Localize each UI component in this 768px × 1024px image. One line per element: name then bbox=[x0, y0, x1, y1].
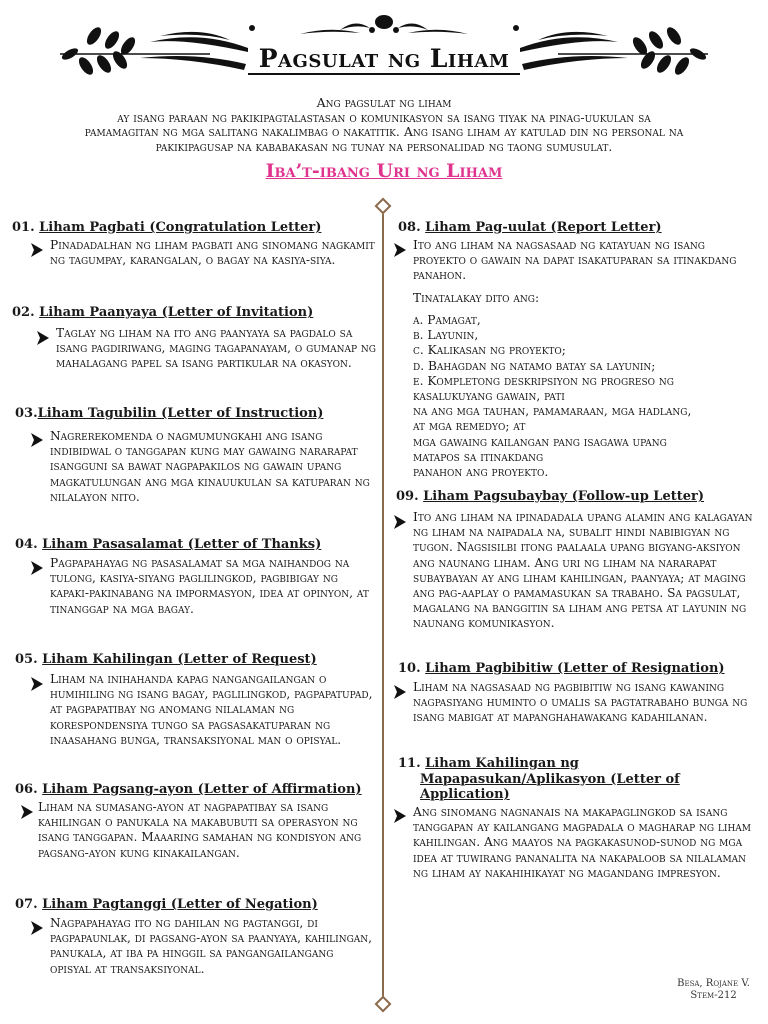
section-heading: Liham Pagsang-ayon (Letter of Affirmation) bbox=[42, 782, 362, 797]
section-title-09 bbox=[396, 489, 704, 504]
arrow-bullet-icon bbox=[20, 804, 34, 820]
section-number: 03. bbox=[15, 406, 38, 421]
section-title-11 bbox=[398, 756, 680, 803]
section-title-03 bbox=[15, 406, 323, 421]
list-item: e. Kompletong deskripsiyon ng progreso ng bbox=[413, 373, 674, 388]
section-number: 05. bbox=[15, 652, 38, 667]
section-heading: Liham Kahilingan (Letter of Request) bbox=[42, 652, 317, 667]
intro-line: pakikipagusap na kababakasan ng tunay na personalidad ng taong sumusulat. bbox=[155, 138, 613, 154]
section-number: 09. bbox=[396, 489, 419, 504]
section-heading: Liham Pagsubaybay (Follow-up Letter) bbox=[423, 489, 704, 504]
section-heading: Liham Pagtanggi (Letter of Negation) bbox=[42, 897, 318, 912]
list-item: panahon ang proyekto. bbox=[413, 465, 549, 480]
section-lead-08: Tinatalakay dito ang: bbox=[413, 291, 540, 305]
section-heading: Liham Kahilingan ng bbox=[425, 756, 579, 771]
section-heading: Application) bbox=[420, 787, 510, 802]
section-heading: Liham Pagbibitiw (Letter of Resignation) bbox=[425, 661, 725, 676]
section-heading: Mapapasukan/Aplikasyon (Letter of bbox=[420, 771, 680, 787]
author-credit bbox=[677, 978, 750, 1002]
header bbox=[0, 0, 768, 100]
section-text-11: Ang sinomang nagnanais na makapaglingkod sa isang tanggapan ay kailangang magpadala o magharap ng liham kahilingan. Ang maayos na pagkakasunod-sunod ng mga idea at tuwirang pananalita na nakapaloob sa nilalaman ng liham ay nakahihikayat ng magandang impresyon. bbox=[413, 805, 752, 880]
section-number: 02. bbox=[12, 305, 35, 320]
section-heading: Liham Tagubilin (Letter of Instruction) bbox=[37, 406, 324, 421]
list-item: d. Bahagdan ng natamo batay sa layunin; bbox=[413, 358, 656, 373]
section-title-02 bbox=[12, 305, 313, 320]
title-underline bbox=[248, 73, 520, 75]
column-divider bbox=[382, 206, 384, 1006]
section-text-06: Liham na sumasang-ayon at nagpapatibay sa isang kahilingan o panukala na makabubuti sa operasyon ng isang tanggapan. Maaaring samahan ng kondisyon ang pagsang-ayon kung kinakailangan. bbox=[38, 800, 362, 860]
section-text-04: Pagpapahayag ng pasasalamat sa mga naihandog na tulong, kasiya-siyang paglilingkod, pagbibigay ng kapaki-pakinabang na impormasyon, idea at opinyon, at tinanggap na mga bagay. bbox=[50, 556, 369, 616]
list-item: na ang mga tauhan, pamamaraan, mga hadlang, bbox=[413, 404, 692, 419]
list-item: mga gawaing kailangan pang isagawa upang bbox=[413, 434, 667, 449]
section-text-10: Liham na nagsasaad ng pagbibitiw ng isang kawaning nagpasiyang huminto o umalis sa pagtatrabaho bunga ng isang mabigat at mapanghahawakang kadahilanan. bbox=[413, 680, 748, 725]
report-items-list bbox=[413, 313, 761, 480]
section-text-07: Nagpapahayag ito ng dahilan ng pagtanggi, di pagpapaunlak, di pagsang-ayon sa paanyaya, kahilingan, panukala, at iba pa hinggil sa pangangailangang opisyal at transaksiyonal. bbox=[50, 916, 373, 976]
section-title-05 bbox=[15, 652, 317, 667]
list-item: c. Kalikasan ng proyekto; bbox=[413, 343, 566, 358]
list-item: at mga remedyo; at bbox=[413, 419, 526, 434]
divider-top-diamond bbox=[375, 198, 392, 215]
section-number: 07. bbox=[15, 897, 38, 912]
arrow-bullet-icon bbox=[30, 560, 44, 576]
section-title-08 bbox=[398, 220, 662, 235]
section-number: 06. bbox=[15, 782, 38, 797]
section-title-07 bbox=[15, 897, 318, 912]
section-text-08: Ito ang liham na nagsasaad ng katayuan ng isang proyekto o gawain na dapat isakatuparan sa itinakdang panahon. bbox=[413, 238, 737, 283]
list-item: b. Layunin, bbox=[413, 328, 479, 343]
arrow-bullet-icon bbox=[30, 432, 44, 448]
section-title-06 bbox=[15, 782, 362, 797]
section-title-10 bbox=[398, 661, 725, 676]
intro-line: pamamagitan ng mga salitang nakalimbag o nakatitik. Ang isang liham ay katulad din ng personal na bbox=[84, 124, 684, 139]
section-title-04 bbox=[15, 537, 321, 552]
section-text-03: Nagrerekomenda o nagmumungkahi ang isang indibidwal o tanggapan kung may gawaing nararapat isangguni sa bawat nagpapakilos ng gawain upang magkatulungan ang mga kinauukulan sa katuparan ng nilalayon nito. bbox=[50, 429, 370, 504]
section-heading: Liham Pasasalamat (Letter of Thanks) bbox=[42, 537, 322, 552]
intro-line: Ang pagsulat ng liham bbox=[316, 95, 452, 110]
section-number: 01. bbox=[12, 220, 35, 235]
page-title: Pagsulat ng Liham bbox=[258, 44, 510, 73]
intro-paragraph bbox=[60, 96, 708, 154]
arrow-bullet-icon bbox=[393, 514, 407, 530]
section-number: 11. bbox=[398, 756, 421, 771]
list-item: a. Pamagat, bbox=[413, 313, 481, 327]
section-text-09: Ito ang liham na ipinadadala upang alamin ang kalagayan ng liham na naipadala na, subalit hindi nabibigyan ng tugon. Nagsisilbi itong paalaala upang bigyang-aksiyon ang naunang liham. Ang uri ng liham na nararapat subaybayan ay ang liham kahilingan, paanyaya; at maging ang pag-aaplay o pamamasukan sa trabaho. Sa pagsulat, magalang na banggitin sa liham ang petsa at layunin ng naunang komunikasyon. bbox=[413, 510, 753, 631]
divider-bottom-diamond bbox=[375, 996, 392, 1013]
arrow-bullet-icon bbox=[30, 676, 44, 692]
section-number: 10. bbox=[398, 661, 421, 676]
author-section: Stem-212 bbox=[690, 990, 737, 1001]
section-title-01 bbox=[12, 220, 321, 235]
arrow-bullet-icon bbox=[30, 920, 44, 936]
section-text-01: Pinadadalhan ng liham pagbati ang sinomang nagkamit ng tagumpay, karangalan, o bagay na kasiya-siya. bbox=[50, 238, 375, 268]
author-name: Besa, Rojane V. bbox=[677, 978, 750, 989]
arrow-bullet-icon bbox=[36, 330, 50, 346]
intro-line: ay isang paraan ng pakikipagtalastasan o komunikasyon sa isang tiyak na pinag-uukulan sa bbox=[117, 109, 651, 125]
section-number: 04. bbox=[15, 537, 38, 552]
arrow-bullet-icon bbox=[393, 684, 407, 700]
arrow-bullet-icon bbox=[30, 242, 44, 258]
arrow-bullet-icon bbox=[393, 808, 407, 824]
arrow-bullet-icon bbox=[393, 242, 407, 258]
list-item: matapos sa itinakdang bbox=[413, 449, 544, 464]
section-subtitle: Iba’t-ibang Uri ng Liham bbox=[265, 160, 503, 182]
section-heading: Liham Paanyaya (Letter of Invitation) bbox=[39, 305, 314, 320]
section-text-05: Liham na inihahanda kapag nangangailangan o humihiling ng isang bagay, paglilingkod, pagpapatupad, at pagpapatibay ng anomang nilalaman ng korespondensiya tungo sa pagsasakatuparan ng inaasahang bunga, transaksiyonal man o opisyal. bbox=[50, 672, 373, 747]
section-text-02: Taglay ng liham na ito ang paanyaya sa pagdalo sa isang pagdiriwang, maging tagapanayam, o gumanap ng mahalagang papel sa isang partikular na okasyon. bbox=[56, 326, 376, 371]
list-item: kasalukuyang gawain, pati bbox=[413, 389, 565, 404]
section-heading: Liham Pagbati (Congratulation Letter) bbox=[39, 220, 322, 235]
section-heading: Liham Pag-uulat (Report Letter) bbox=[425, 220, 662, 235]
section-number: 08. bbox=[398, 220, 421, 235]
